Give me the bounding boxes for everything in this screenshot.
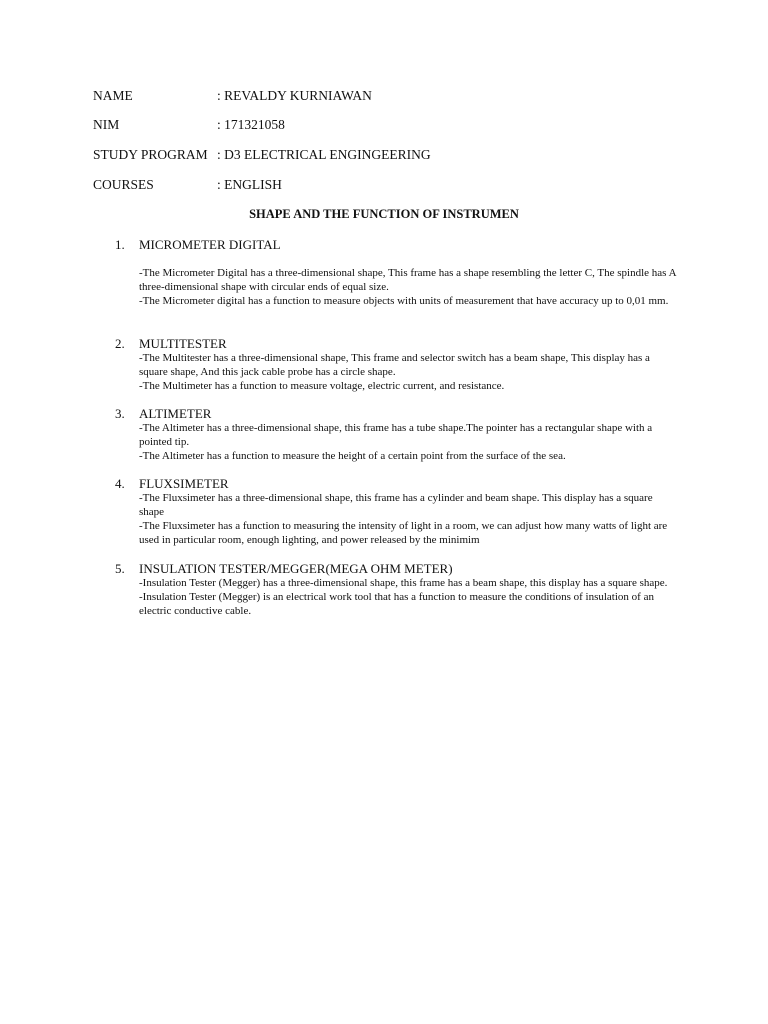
item-number: 1. bbox=[115, 237, 125, 252]
item-function-text: -The Altimeter has a function to measure the height of a certain point from the surface of the sea. bbox=[139, 450, 566, 462]
nim-value: : 171321058 bbox=[217, 117, 285, 132]
item-shape-text: -The Fluxsimeter has a three-dimensional shape, this frame has a cylinder and beam shape. This display has a square shape bbox=[139, 492, 653, 518]
item-heading: FLUXSIMETER bbox=[139, 476, 229, 491]
item-shape-text: -The Micrometer Digital has a three-dimensional shape, This frame has a shape resembling the letter C, The spindle has A three-dimensional shape with circular ends of equal size. bbox=[139, 267, 676, 293]
item-body bbox=[139, 491, 679, 547]
name-label: NAME bbox=[93, 88, 133, 103]
item-shape-text: -The Multitester has a three-dimensional shape, This frame and selector switch has a beam shape, This display has a square shape, And this jack cable probe has a circle shape. bbox=[139, 352, 650, 378]
item-shape-text: -The Altimeter has a three-dimensional shape, this frame has a tube shape.The pointer has a rectangular shape with a pointed tip. bbox=[139, 422, 653, 448]
item-body bbox=[139, 421, 679, 463]
item-shape-text: -Insulation Tester (Megger) has a three-dimensional shape, this frame has a beam shape, this display has a square shape. bbox=[139, 577, 668, 589]
courses-value: : ENGLISH bbox=[217, 177, 282, 192]
item-heading: ALTIMETER bbox=[139, 406, 212, 421]
item-function-text: -Insulation Tester (Megger) is an electrical work tool that has a function to measure the conditions of insulation of an electric conductive cable. bbox=[139, 591, 654, 617]
nim-label: NIM bbox=[93, 117, 120, 132]
item-number: 2. bbox=[115, 336, 125, 351]
document-title: SHAPE AND THE FUNCTION OF INSTRUMEN bbox=[249, 207, 519, 221]
item-function-text: -The Fluxsimeter has a function to measuring the intensity of light in a room, we can adjust how many watts of light are used in particular room, enough lighting, and power released by the minimim bbox=[139, 520, 668, 546]
item-number: 5. bbox=[115, 561, 125, 576]
item-body bbox=[139, 576, 679, 618]
item-number: 3. bbox=[115, 406, 125, 421]
item-body bbox=[139, 266, 679, 308]
item-function-text: -The Micrometer digital has a function to measure objects with units of measurement that have accuracy up to 0,01 mm. bbox=[139, 295, 669, 307]
item-heading: MULTITESTER bbox=[139, 336, 227, 351]
item-heading: INSULATION TESTER/MEGGER(MEGA OHM METER) bbox=[139, 561, 453, 576]
name-value: : REVALDY KURNIAWAN bbox=[217, 88, 372, 103]
courses-label: COURSES bbox=[93, 177, 154, 192]
item-body bbox=[139, 351, 679, 393]
item-number: 4. bbox=[115, 476, 125, 491]
item-function-text: -The Multimeter has a function to measure voltage, electric current, and resistance. bbox=[139, 380, 505, 392]
item-heading: MICROMETER DIGITAL bbox=[139, 237, 281, 252]
study-program-label: STUDY PROGRAM bbox=[93, 147, 208, 162]
study-program-value: : D3 ELECTRICAL ENGINGEERING bbox=[217, 147, 431, 162]
